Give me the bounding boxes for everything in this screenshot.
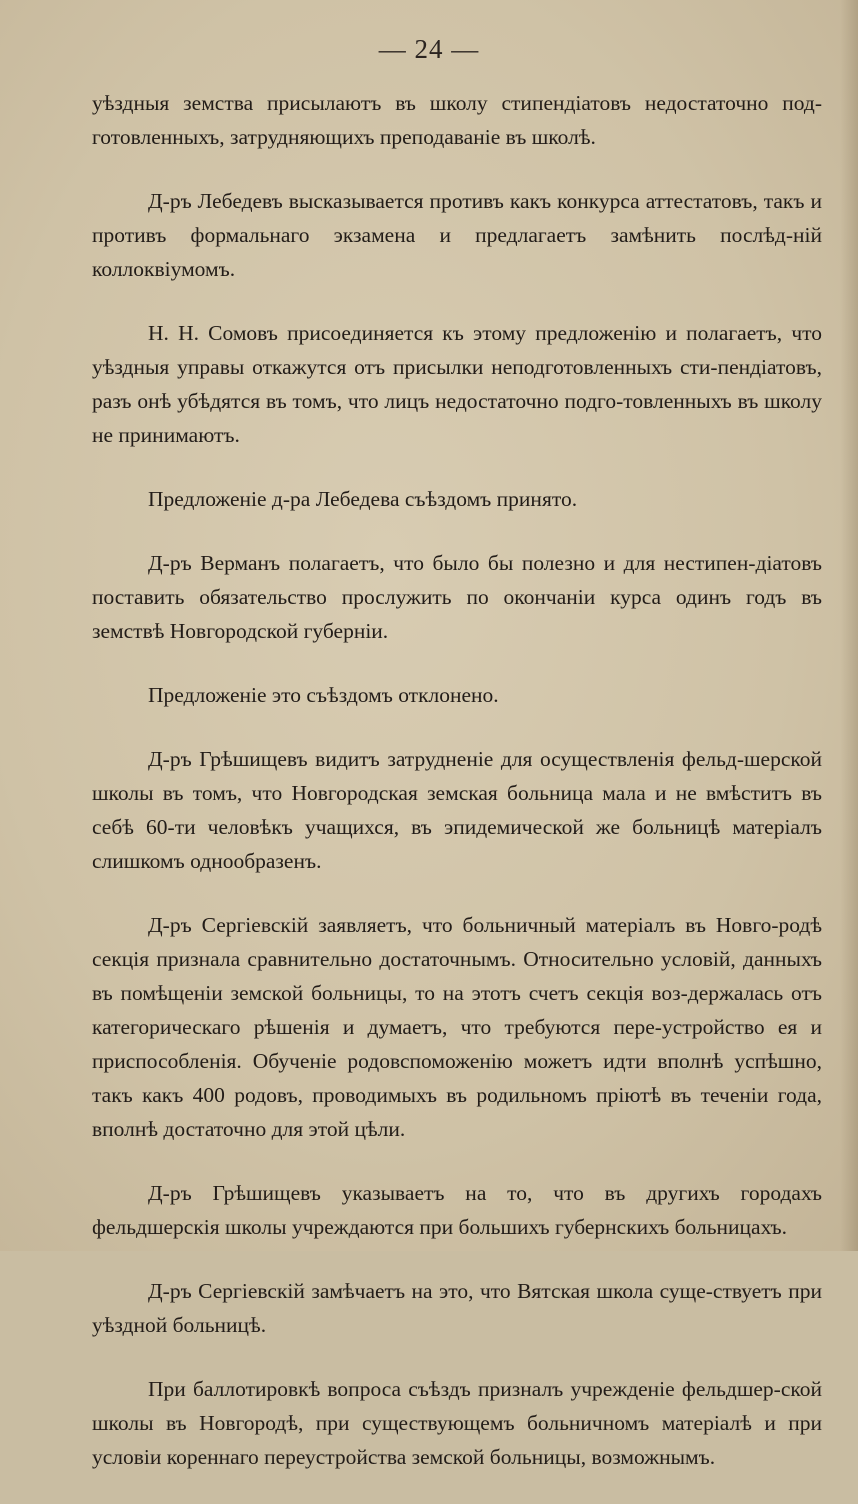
paragraph-sergievsky-statement: Д-ръ Сергіевскій заявляетъ, что больничный матеріалъ въ Новго-родѣ секція признала сравнительно достаточнымъ. Относительно условій, данныхъ въ помѣщеніи земской больницы, то на этотъ счетъ секція воз-держалась отъ категорическаго рѣшенія и думаетъ, что требуются пере-устройство ея и приспособленія. Обученіе родовспоможенію можетъ идти вполнѣ успѣшно, такъ какъ 400 родовъ, проводимыхъ въ родильномъ пріютѣ въ теченіи года, вполнѣ достаточно для этой цѣли. <box>92 913 822 1141</box>
page-body <box>92 86 822 1504</box>
paragraph-proposal-rejected: Предложеніе это съѣздомъ отклонено. <box>148 683 499 707</box>
paragraph-continuation: уѣздныя земства присылаютъ въ школу стипендіатовъ недостаточно под-готовленныхъ, затрудняющихъ преподаваніе въ школѣ. <box>92 91 822 149</box>
paragraph-greshishchev-other-cities: Д-ръ Грѣшищевъ указываетъ на то, что въ другихъ городахъ фельдшерскія школы учреждаются при большихъ губернскихъ больницахъ. <box>92 1181 822 1239</box>
paragraph-lebedev-proposal: Д-ръ Лебедевъ высказывается противъ какъ конкурса аттестатовъ, такъ и противъ формальнаго экзамена и предлагаетъ замѣнить послѣд-ній коллоквіумомъ. <box>92 189 822 281</box>
paragraph-greshishchev-difficulty: Д-ръ Грѣшищевъ видитъ затрудненіе для осуществленія фельд-шерской школы въ томъ, что Новгородская земская больница мала и не вмѣститъ въ себѣ 60-ти человѣкъ учащихся, въ эпидемической же больницѣ матеріалъ слишкомъ однообразенъ. <box>92 747 822 873</box>
paragraph-ballot-result: При баллотировкѣ вопроса съѣздъ призналъ учрежденіе фельдшер-ской школы въ Новгородѣ, при существующемъ больничномъ матеріалѣ и при условіи кореннаго переустройства земской больницы, возможнымъ. <box>92 1377 822 1469</box>
page-edge-shadow <box>840 0 858 1251</box>
paragraph-proposal-accepted: Предложеніе д-ра Лебедева съѣздомъ принято. <box>148 487 578 511</box>
paragraph-verman-proposal: Д-ръ Верманъ полагаетъ, что было бы полезно и для нестипен-діатовъ поставить обязательство прослужить по окончаніи курса одинъ годъ въ земствѣ Новгородской губерніи. <box>92 551 822 643</box>
page-number: — 24 — <box>378 34 480 64</box>
paragraph-sergievsky-vyatka: Д-ръ Сергіевскій замѣчаетъ на это, что Вятская школа суще-ствуетъ при уѣздной больницѣ. <box>92 1279 822 1337</box>
paragraph-somov-comment: Н. Н. Сомовъ присоединяется къ этому предложенію и полагаетъ, что уѣздныя управы откажутся отъ присылки неподготовленныхъ сти-пендіатовъ, разъ онѣ убѣдятся въ томъ, что лицъ недостаточно подго-товленныхъ въ школу не принимаютъ. <box>92 321 822 447</box>
